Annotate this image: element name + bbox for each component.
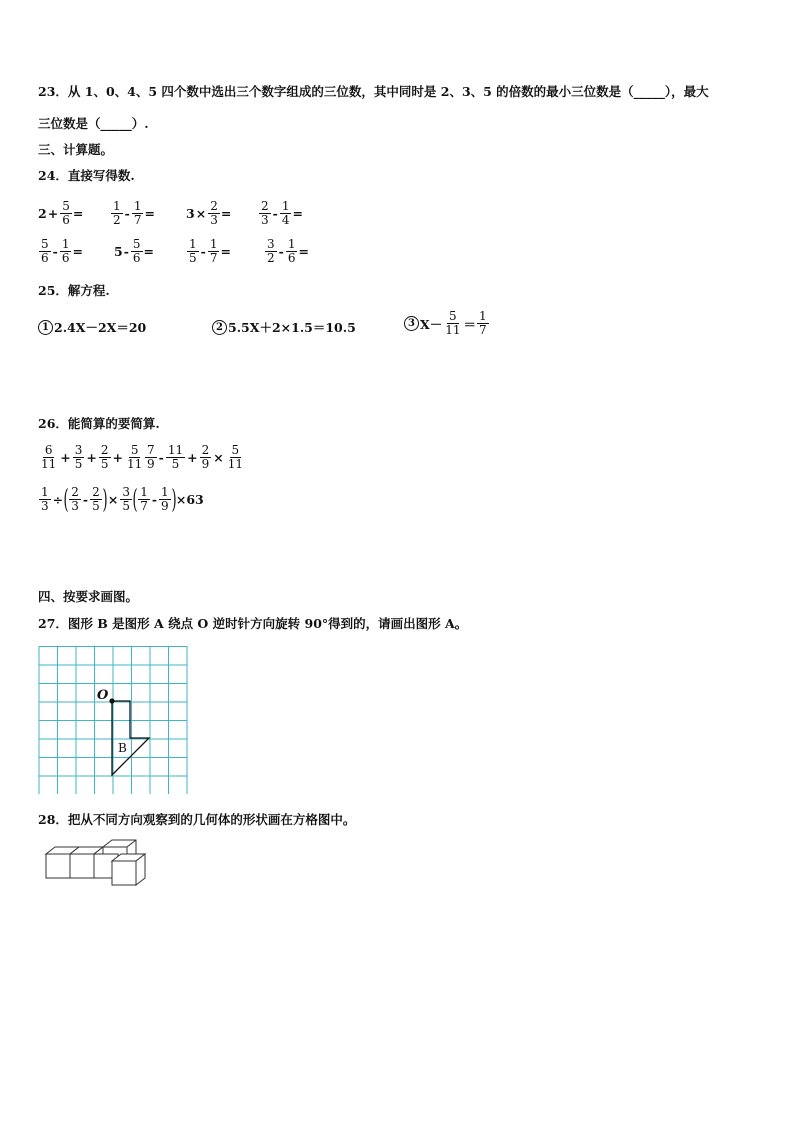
fraction: $\frac{5}{6}$ — [132, 237, 141, 265]
equals-sign: = — [298, 244, 309, 259]
numerator: 5 — [449, 309, 457, 323]
fraction: $\frac{1}{7}$ — [209, 237, 218, 265]
equals-sign: = — [292, 206, 303, 221]
fraction: $\frac{2}{5}$ — [92, 485, 100, 513]
circled-number-3: 3 — [404, 316, 419, 331]
operator: + — [47, 206, 59, 221]
fraction: $\frac{3}{2}$ — [267, 237, 275, 265]
shape-b-label: B — [118, 741, 127, 755]
fraction: $\frac{5}{11}$ — [227, 443, 244, 471]
q26-expression-3: $\frac{1}{3}$ ÷ ( $\frac{2}{3}$ - $\frac{2}{5}$ ) × $\frac{3}{5}$ ( $\frac{1}{7}$ - $\frac{1}{9}$ ) ×63 — [41, 484, 204, 515]
whole-number: 2 — [38, 206, 47, 221]
rotation-grid[interactable] — [38, 646, 188, 794]
fraction: $\frac{1}{6}$ — [287, 237, 296, 265]
fraction: $\frac{1}{6}$ — [61, 237, 70, 265]
left-paren: ( — [132, 484, 138, 515]
left-paren: ( — [63, 484, 69, 515]
q26-expression-2 — [144, 444, 246, 471]
fraction: $\frac{1}{2}$ — [113, 199, 121, 227]
whole-number: 3 — [186, 206, 195, 221]
fraction: $\frac{6}{11}$ — [41, 443, 57, 471]
denominator: 7 — [479, 323, 487, 337]
cube-solid-figure — [36, 838, 161, 894]
equation-1 — [38, 318, 146, 336]
q24-title: 24．直接写得数. — [38, 168, 135, 183]
whole-number: 5 — [114, 244, 123, 259]
fraction: $\frac{5}{6}$ — [62, 199, 70, 227]
fraction: $\frac{1}{9}$ — [161, 485, 169, 513]
fraction: $\frac{3}{5}$ — [122, 485, 131, 513]
q24-item-2 — [110, 200, 155, 227]
shape-b — [112, 701, 149, 775]
operator: - — [123, 244, 129, 259]
operator: - — [272, 206, 278, 221]
fraction: $\frac{7}{9}$ — [147, 443, 155, 471]
fraction: $\frac{2}{3}$ — [261, 199, 269, 227]
expression-3-tail: ×63 — [175, 492, 204, 507]
operator: - — [124, 206, 130, 221]
circled-number-2: 2 — [212, 320, 227, 335]
equals-sign: = — [72, 206, 84, 221]
equation-3 — [404, 310, 490, 337]
operator: + — [187, 450, 198, 465]
equals-sign: = — [220, 244, 231, 259]
section3-heading: 三、计算题。 — [38, 142, 114, 157]
q23-line1: 23．从 1、0、4、5 四个数中选出三个数字组成的三位数，其中同时是 2、3、5 的倍数的最小三位数是（_____），最大 — [38, 84, 709, 99]
operator: - — [200, 244, 206, 259]
point-o-label: O — [97, 688, 109, 703]
circled-number-1: 1 — [38, 320, 53, 335]
q24-item-1 — [38, 200, 83, 227]
fraction: $\frac{2}{9}$ — [201, 443, 210, 471]
q24-item-8 — [264, 238, 309, 265]
operator: + — [60, 450, 71, 465]
q25-title: 25．解方程. — [38, 283, 110, 298]
grid-lines — [39, 646, 187, 794]
equation-3-equals: ＝ — [463, 316, 476, 332]
cube-front — [70, 854, 94, 878]
operator: + — [112, 450, 124, 465]
fraction: $\frac{2}{3}$ — [71, 485, 79, 513]
fraction: $\frac{11}{5}$ — [167, 443, 184, 471]
right-paren: ) — [171, 484, 177, 515]
q24-item-7 — [186, 238, 231, 265]
fraction: $\frac{1}{7}$ — [133, 199, 142, 227]
equation-3-x: X－ — [420, 316, 443, 332]
point-o — [109, 698, 114, 703]
cube-front — [112, 861, 136, 885]
section4-heading: 四、按要求画图。 — [38, 589, 139, 604]
q23-line2: 三位数是（_____）. — [38, 116, 149, 131]
fraction: $\frac{5}{6}$ — [41, 237, 49, 265]
fraction: $\frac{3}{5}$ — [74, 443, 83, 471]
denominator: 11 — [445, 323, 461, 337]
q27-title: 27．图形 B 是图形 A 绕点 O 逆时针方向旋转 90°得到的，请画出图形 A。 — [38, 616, 468, 631]
fraction: $\frac{5}{11}$ — [127, 443, 143, 471]
operator: - — [278, 244, 284, 259]
fraction: $\frac{2}{3}$ — [210, 199, 218, 227]
operator: - — [158, 450, 164, 465]
q26-title: 26．能简算的要简算. — [38, 416, 160, 431]
numerator: 1 — [479, 309, 487, 323]
q26-expression-1 — [38, 444, 145, 471]
equals-sign: = — [144, 206, 155, 221]
q24-item-5 — [38, 238, 83, 265]
fraction: $\frac{1}{5}$ — [189, 237, 197, 265]
equation-2 — [212, 318, 356, 336]
operator: × — [195, 206, 207, 221]
fraction: $\frac{1}{4}$ — [281, 199, 290, 227]
fraction: $\frac{1}{7}$ — [140, 485, 148, 513]
equals-sign: = — [72, 244, 83, 259]
operator: + — [86, 450, 97, 465]
q28-title: 28．把从不同方向观察到的几何体的形状画在方格图中。 — [38, 812, 356, 827]
q24-item-3 — [186, 200, 231, 227]
q24-item-4 — [258, 200, 303, 227]
operator: - — [52, 244, 58, 259]
equation-3-fraction-2 — [477, 310, 489, 337]
q24-item-6 — [114, 238, 154, 265]
equation-2-text: 5.5X＋2×1.5＝10.5 — [228, 320, 356, 335]
fraction: $\frac{2}{5}$ — [100, 443, 109, 471]
equals-sign: = — [143, 244, 155, 259]
operator: × — [213, 450, 224, 465]
cube-front — [46, 854, 70, 878]
fraction: $\frac{1}{3}$ — [41, 485, 49, 513]
equals-sign: = — [220, 206, 232, 221]
equation-1-text: 2.4X－2X＝20 — [54, 320, 147, 335]
equation-3-fraction-1 — [443, 310, 462, 337]
right-paren: ) — [102, 484, 108, 515]
